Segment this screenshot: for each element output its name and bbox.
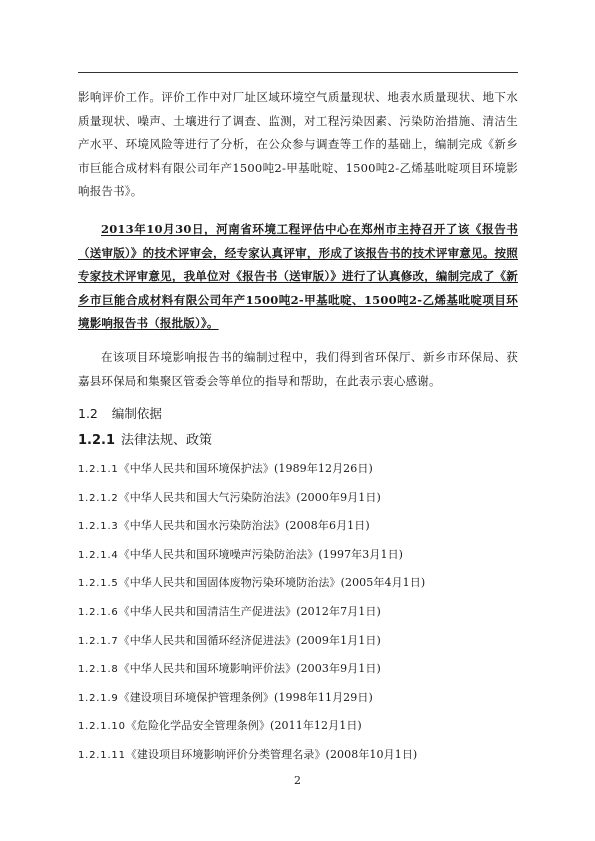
law-item-number: 1.2.1.2	[78, 492, 119, 504]
law-item-text: 《中华人民共和国环境噪声污染防治法》(1997年3月1日)	[118, 547, 404, 561]
law-list-item	[78, 518, 425, 547]
section-heading	[78, 404, 162, 422]
law-item-text: 《建设项目环境影响评价分类管理名录》(2008年10月1日)	[125, 747, 418, 761]
law-item-text: 《中华人民共和国环境保护法》(1989年12月26日)	[118, 462, 373, 475]
law-list-item	[78, 490, 425, 519]
page-number: 2	[294, 774, 301, 787]
law-item-text: 《中华人民共和国环境影响评价法》(2003年9月1日)	[118, 662, 381, 676]
law-item-text: 《中华人民共和国大气污染防治法》(2000年9月1日)	[118, 490, 381, 504]
law-item-number: 1.2.1.4	[78, 549, 119, 561]
law-list-item	[78, 747, 425, 776]
law-list-item	[78, 547, 425, 576]
law-item-text: 《中华人民共和国水污染防治法》(2008年6月1日)	[118, 519, 370, 533]
section-title: 编制依据	[111, 406, 162, 421]
law-list-item	[78, 690, 425, 719]
law-item-number: 1.2.1.7	[78, 635, 119, 647]
paragraph-intro: 影响评价工作。评价工作中对厂址区域环境空气质量现状、地表水质量现状、地下水质量现状、噪声、土壤进行了调查、监测，对工程污染因素、污染防治措施、清洁生产水平、环境风险等进行了分析，在公众参与调查等工作的基础上，编制完成《新乡市巨能合成材料有限公司年产1500吨2-甲基吡啶、1500吨2-乙烯基吡啶项目环境影响报告书》。	[78, 90, 518, 198]
law-item-number: 1.2.1.9	[78, 692, 119, 704]
law-item-text: 《建设项目环境保护管理条例》(1998年11月29日)	[118, 690, 373, 704]
law-item-number: 1.2.1.1	[78, 464, 119, 475]
law-item-number: 1.2.1.10	[78, 721, 126, 733]
law-item-number: 1.2.1.5	[78, 578, 119, 590]
law-item-number: 1.2.1.6	[78, 606, 119, 618]
paragraph-review-text: 2013年10月30日，河南省环境工程评估中心在郑州市主持召开了该《报告书（送审版）》的技术评审会，经专家认真评审，形成了该报告书的技术评审意见。按照专家技术评审意见，我单位对《报告书（送审版）》进行了认真修改，编制完成了《新乡市巨能合成材料有限公司年产1500吨2-甲基吡啶、1500吨2-乙烯基吡啶项目环境影响报告书（报批版）》。	[78, 222, 518, 330]
law-item-text: 《中华人民共和国固体废物污染环境防治法》(2005年4月1日)	[118, 576, 426, 590]
law-item-text: 《中华人民共和国清洁生产促进法》(2012年7月1日)	[118, 604, 381, 618]
law-list-item	[78, 718, 425, 747]
law-item-number: 1.2.1.8	[78, 664, 119, 676]
law-list	[78, 461, 425, 776]
law-list-item	[78, 633, 425, 662]
law-list-item	[78, 661, 425, 690]
law-item-number: 1.2.1.11	[78, 749, 126, 761]
law-list-item	[78, 575, 425, 604]
law-item-text: 《中华人民共和国循环经济促进法》(2009年1月1日)	[118, 633, 381, 647]
law-list-item	[78, 461, 425, 490]
subsection-title: 法律法规、政策	[121, 433, 213, 448]
subsection-heading	[78, 429, 212, 448]
law-item-number: 1.2.1.3	[78, 521, 119, 533]
section-number: 1.2	[78, 406, 98, 421]
header-rule	[78, 72, 518, 73]
paragraph-review	[78, 218, 518, 336]
law-list-item	[78, 604, 425, 633]
paragraph-thanks: 在该项目环境影响报告书的编制过程中，我们得到省环保厅、新乡市环保局、获嘉县环保局和集聚区管委会等单位的指导和帮助，在此表示衷心感谢。	[78, 350, 518, 388]
subsection-number: 1.2.1	[78, 433, 116, 448]
law-item-text: 《危险化学品安全管理条例》(2011年12月1日)	[125, 719, 362, 733]
